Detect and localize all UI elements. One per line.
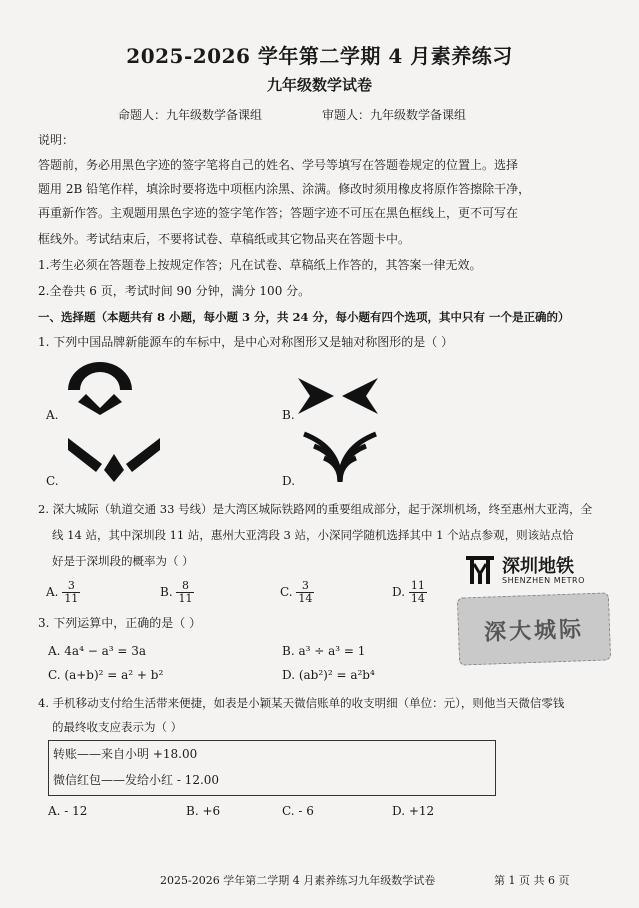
metro-name: 深圳地铁 xyxy=(502,556,574,577)
metro-emblem-icon xyxy=(464,554,496,586)
wechat-bill-table xyxy=(48,740,496,796)
question-2-line: 2. 深大城际（轨道交通 33 号线）是大湾区城际铁路网的重要组成部分，起于深圳机场，终至惠州大亚湾，全 xyxy=(38,502,593,516)
instruction-line: 1.考生必须在答题卷上按规定作答；凡在试卷、草稿纸上作答的，其答案一律无效。 xyxy=(38,258,482,272)
q4-option-a: A. - 12 xyxy=(48,804,88,818)
instructions-heading: 说明： xyxy=(38,133,75,147)
q3-option-b: B. a³ ÷ a³ = 1 xyxy=(282,644,366,658)
q4-option-b: B. +6 xyxy=(186,804,221,818)
metro-english-name: SHENZHEN METRO xyxy=(502,576,585,585)
question-3-stem: 3. 下列运算中，正确的是（ ） xyxy=(38,616,202,630)
car-logo-b-icon xyxy=(296,376,380,416)
question-2-line: 好是于深圳段的概率为（ ） xyxy=(52,554,194,568)
q4-option-c: C. - 6 xyxy=(282,804,314,818)
q3-option-a: A. 4a⁴ − a³ = 3a xyxy=(48,644,147,658)
q2-option-d: D. $\frac{11}{14}$ xyxy=(392,579,425,606)
q1-option-b-label: B. xyxy=(282,408,295,422)
q3-option-d: D. (ab²)² = a²b⁴ xyxy=(282,668,375,682)
page-title: 2025-2026 学年第二学期 4 月素养练习 xyxy=(126,44,513,68)
instruction-line: 再重新作答。主观题用黑色字迹的签字笔作答；答题字迹不可压在黑色框线上，更不可写在 xyxy=(38,206,519,220)
bill-row: 转账——来自小明 +18.00 xyxy=(53,747,198,761)
author-label: 命题人：九年级数学备课组 xyxy=(118,108,263,122)
car-logo-c-icon xyxy=(66,436,162,484)
q1-option-a-label: A. xyxy=(46,408,59,422)
q4-option-d: D. +12 xyxy=(392,804,435,818)
question-2-line: 线 14 站，其中深圳段 11 站，惠州大亚湾段 3 站，小深同学随机选择其中 1 个站点参观，则该站点恰 xyxy=(52,528,574,542)
q1-option-c-label: C. xyxy=(46,474,59,488)
q2-option-a: A. $\frac{3}{11}$ xyxy=(46,579,79,606)
instruction-line: 答题前，务必用黑色字迹的签字笔将自己的姓名、学号等填写在答题卷规定的位置上。选择 xyxy=(38,158,519,172)
instruction-line: 框线外。考试结束后，不要将试卷、草稿纸或其它物品夹在答题卡中。 xyxy=(38,232,411,246)
instruction-line: 2.全卷共 6 页，考试时间 90 分钟，满分 100 分。 xyxy=(38,284,311,298)
q2-option-c: C. $\frac{3}{14}$ xyxy=(280,579,313,606)
car-logo-a-icon xyxy=(64,360,136,415)
question-1-stem: 1. 下列中国品牌新能源车的车标中，是中心对称图形又是轴对称图形的是（ ） xyxy=(38,335,454,349)
page-number: 第 1 页 共 6 页 xyxy=(494,874,570,887)
station-photo: 深大城际 xyxy=(457,592,611,665)
question-4-line: 的最终收支应表示为（ ） xyxy=(52,720,183,734)
section-heading: 一、选择题（本题共有 8 小题，每小题 3 分，共 24 分，每小题有四个选项，其中只有 一个是正确的） xyxy=(38,310,570,324)
bill-row: 微信红包——发给小红 - 12.00 xyxy=(53,773,220,787)
shenzhen-metro-logo xyxy=(464,552,604,590)
reviewer-label: 审题人：九年级数学备课组 xyxy=(322,108,467,122)
instruction-line: 题用 2B 铅笔作样，填涂时要将选中项框内涂黑、涂满。修改时须用橡皮将原作答擦除干净， xyxy=(38,182,531,196)
question-4-line: 4. 手机移动支付给生活带来便捷，如表是小颖某天微信账单的收支明细（单位：元），则他当天微信零钱 xyxy=(38,696,565,710)
q1-option-d-label: D. xyxy=(282,474,296,488)
q2-option-b: B. $\frac{8}{11}$ xyxy=(160,579,193,606)
footer-title: 2025-2026 学年第二学期 4 月素养练习九年级数学试卷 xyxy=(160,874,436,887)
car-logo-d-icon xyxy=(300,428,380,484)
q3-option-c: C. (a+b)² = a² + b² xyxy=(48,668,164,682)
page-subtitle: 九年级数学试卷 xyxy=(266,76,372,94)
